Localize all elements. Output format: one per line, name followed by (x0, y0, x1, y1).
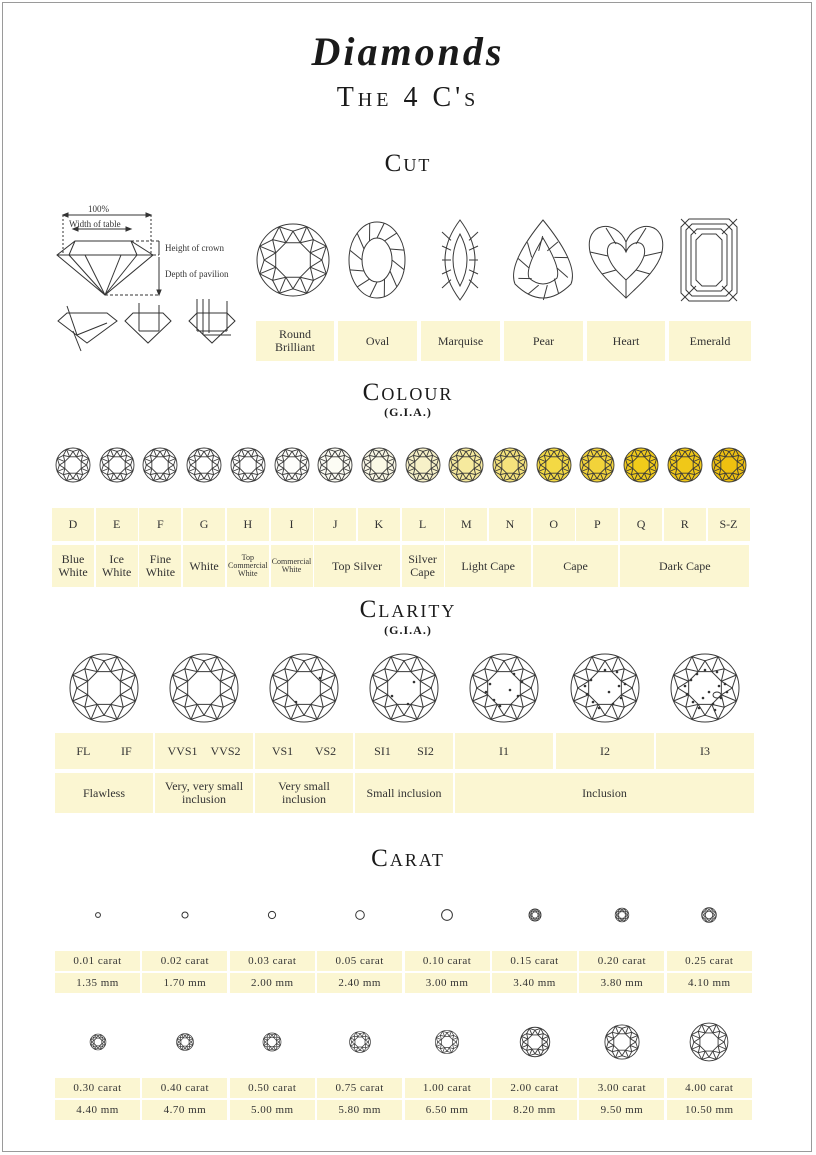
clarity-grade-label: VVS2 (210, 743, 241, 758)
page-subtitle: The 4 C's (336, 82, 480, 113)
clarity-grade-label: VS2 (314, 743, 337, 758)
shape-heart-icon (581, 210, 671, 310)
colour-grade-g: G (183, 508, 225, 541)
carat-weight-0-15-carat: 0.15 carat (492, 951, 577, 971)
colour-grade-k: K (358, 508, 400, 541)
carat-stone-0-05-carat (338, 893, 382, 937)
label-width-of-table: Width of table (69, 219, 121, 229)
clarity-stone-si1 (366, 650, 442, 726)
carat-diameter-4-10-mm: 4.10 mm (667, 973, 752, 993)
clarity-grade-label: I2 (600, 743, 610, 758)
carat-weight-0-20-carat: 0.20 carat (579, 951, 664, 971)
clarity-grade-vs1 (255, 733, 353, 769)
colour-grade-f: F (139, 508, 181, 541)
colour-desc-light-cape: Light Cape (445, 545, 531, 587)
colour-desc-top-silver: Top Silver (314, 545, 400, 587)
cut-label-line1: Emerald (689, 333, 731, 348)
colour-stone-f (140, 445, 180, 485)
clarity-stone-i2 (567, 650, 643, 726)
clarity-grade-label: SI2 (417, 743, 434, 758)
colour-grade-q: Q (620, 508, 662, 541)
carat-diameter-5-80-mm: 5.80 mm (317, 1100, 402, 1120)
colour-stone-g (184, 445, 224, 485)
carat-diameter-3-80-mm: 3.80 mm (579, 973, 664, 993)
colour-stone-e (97, 445, 137, 485)
clarity-desc-very-very-small-inclusion: Very, very small inclusion (155, 773, 253, 813)
carat-stone-1-00-carat (425, 1020, 469, 1064)
carat-diameter-4-40-mm: 4.40 mm (55, 1100, 140, 1120)
colour-stone-i (272, 445, 312, 485)
cut-label-line1: Round (278, 327, 311, 341)
carat-diameter-2-40-mm: 2.40 mm (317, 973, 402, 993)
carat-diameter-1-35-mm: 1.35 mm (55, 973, 140, 993)
colour-desc-cape: Cape (533, 545, 619, 587)
shape-marquise-icon (415, 210, 505, 310)
shape-oval-icon (332, 210, 422, 310)
clarity-grade-i2 (556, 733, 654, 769)
cut-label-line1: Marquise (437, 333, 484, 348)
carat-weight-4-00-carat: 4.00 carat (667, 1078, 752, 1098)
clarity-grade-fl (55, 733, 153, 769)
carat-stone-0-25-carat (687, 893, 731, 937)
clarity-grade-i3 (656, 733, 754, 769)
colour-grade-e: E (96, 508, 138, 541)
clarity-grade-label: I3 (700, 743, 710, 758)
colour-desc-blue-white: Blue White (52, 545, 94, 587)
colour-stone-h (228, 445, 268, 485)
carat-stone-0-03-carat (250, 893, 294, 937)
colour-grade-j: J (314, 508, 356, 541)
carat-stone-0-01-carat (76, 893, 120, 937)
clarity-stone-fl (66, 650, 142, 726)
colour-grade-d: D (52, 508, 94, 541)
clarity-desc-flawless: Flawless (55, 773, 153, 813)
carat-diameter-2-00-mm: 2.00 mm (230, 973, 315, 993)
colour-grade-o: O (533, 508, 575, 541)
carat-weight-0-02-carat: 0.02 carat (142, 951, 227, 971)
clarity-grade-label: IF (121, 743, 132, 758)
clarity-grade-label: VVS1 (167, 743, 198, 758)
clarity-grade-i1 (455, 733, 553, 769)
carat-diameter-6-50-mm: 6.50 mm (405, 1100, 490, 1120)
clarity-grade-label: VS1 (271, 743, 294, 758)
label-100-percent: 100% (88, 204, 109, 214)
carat-stone-0-20-carat (600, 893, 644, 937)
carat-stone-0-15-carat (513, 893, 557, 937)
carat-weight-0-05-carat: 0.05 carat (317, 951, 402, 971)
clarity-desc-very-small-inclusion: Very small inclusion (255, 773, 353, 813)
shape-emerald-icon (664, 210, 754, 310)
colour-stone-m (446, 445, 486, 485)
colour-heading: Colour (362, 379, 454, 406)
clarity-stone-vs1 (266, 650, 342, 726)
carat-diameter-1-70-mm: 1.70 mm (142, 973, 227, 993)
colour-grade-m: M (445, 508, 487, 541)
colour-stone-n (490, 445, 530, 485)
clarity-stone-vvs1 (166, 650, 242, 726)
carat-weight-0-01-carat: 0.01 carat (55, 951, 140, 971)
colour-desc-commercial-white: Commercial White (271, 545, 313, 587)
colour-desc-silver-cape: Silver Cape (402, 545, 444, 587)
colour-stone-o (534, 445, 574, 485)
carat-weight-0-30-carat: 0.30 carat (55, 1078, 140, 1098)
carat-diameter-9-50-mm: 9.50 mm (579, 1100, 664, 1120)
colour-grade-p: P (576, 508, 618, 541)
cut-label-marquise (421, 321, 500, 361)
carat-stone-0-10-carat (425, 893, 469, 937)
page-title: Diamonds (311, 29, 505, 74)
cut-heading: Cut (384, 150, 432, 177)
label-height-of-crown: Height of crown (165, 243, 224, 253)
carat-stone-0-50-carat (250, 1020, 294, 1064)
clarity-desc-small-inclusion: Small inclusion (355, 773, 453, 813)
colour-stone-s-z (709, 445, 749, 485)
colour-stone-d (53, 445, 93, 485)
clarity-grade-label: SI1 (374, 743, 391, 758)
clarity-desc-inclusion: Inclusion (455, 773, 754, 813)
colour-grade-i: I (271, 508, 313, 541)
cut-label-line2: Brilliant (275, 340, 315, 354)
colour-grade-r: R (664, 508, 706, 541)
colour-grade-n: N (489, 508, 531, 541)
shape-round-brilliant-icon (248, 210, 338, 310)
cut-label-line1: Pear (532, 333, 555, 348)
carat-weight-0-25-carat: 0.25 carat (667, 951, 752, 971)
carat-weight-0-75-carat: 0.75 carat (317, 1078, 402, 1098)
colour-desc-ice-white: Ice White (96, 545, 138, 587)
carat-weight-0-03-carat: 0.03 carat (230, 951, 315, 971)
colour-grade-s-z: S-Z (708, 508, 750, 541)
carat-weight-2-00-carat: 2.00 carat (492, 1078, 577, 1098)
clarity-stone-i1 (466, 650, 542, 726)
colour-desc-dark-cape: Dark Cape (620, 545, 749, 587)
cut-label-oval (338, 321, 417, 361)
colour-stone-q (621, 445, 661, 485)
proportion-diagram (55, 203, 255, 353)
carat-diameter-3-40-mm: 3.40 mm (492, 973, 577, 993)
carat-diameter-5-00-mm: 5.00 mm (230, 1100, 315, 1120)
clarity-grade-si1 (355, 733, 453, 769)
carat-weight-0-10-carat: 0.10 carat (405, 951, 490, 971)
carat-stone-4-00-carat (687, 1020, 731, 1064)
carat-weight-0-50-carat: 0.50 carat (230, 1078, 315, 1098)
carat-stone-0-75-carat (338, 1020, 382, 1064)
carat-diameter-4-70-mm: 4.70 mm (142, 1100, 227, 1120)
clarity-grade-label: I1 (499, 743, 509, 758)
carat-diameter-3-00-mm: 3.00 mm (405, 973, 490, 993)
colour-stone-k (359, 445, 399, 485)
carat-weight-1-00-carat: 1.00 carat (405, 1078, 490, 1098)
colour-stone-j (315, 445, 355, 485)
label-depth-of-pavilion: Depth of pavilion (165, 269, 229, 279)
carat-diameter-10-50-mm: 10.50 mm (667, 1100, 752, 1120)
carat-weight-3-00-carat: 3.00 carat (579, 1078, 664, 1098)
colour-stone-l (403, 445, 443, 485)
colour-desc-white: White (183, 545, 225, 587)
carat-stone-0-02-carat (163, 893, 207, 937)
clarity-heading: Clarity (359, 596, 457, 623)
carat-weight-0-40-carat: 0.40 carat (142, 1078, 227, 1098)
colour-desc-fine-white: Fine White (139, 545, 181, 587)
carat-stone-2-00-carat (513, 1020, 557, 1064)
carat-stone-0-40-carat (163, 1020, 207, 1064)
cut-label-emerald (669, 321, 751, 361)
shape-pear-icon (498, 210, 588, 310)
cut-label-line1: Oval (365, 333, 390, 348)
colour-desc-top-commercial-white: Top Commercial White (227, 545, 269, 587)
colour-stone-p (577, 445, 617, 485)
carat-heading: Carat (371, 845, 445, 872)
cut-label-heart (587, 321, 665, 361)
colour-grade-l: L (402, 508, 444, 541)
carat-stone-3-00-carat (600, 1020, 644, 1064)
carat-stone-0-30-carat (76, 1020, 120, 1064)
carat-diameter-8-20-mm: 8.20 mm (492, 1100, 577, 1120)
colour-stone-r (665, 445, 705, 485)
clarity-scale: (G.I.A.) (384, 623, 432, 637)
clarity-grade-vvs1 (155, 733, 253, 769)
colour-grade-h: H (227, 508, 269, 541)
cut-label-pear (504, 321, 583, 361)
clarity-grade-label: FL (76, 743, 91, 758)
cut-label-line1: Heart (612, 333, 640, 348)
clarity-stone-i3 (667, 650, 743, 726)
colour-scale: (G.I.A.) (384, 405, 432, 419)
cut-label-round-brilliant (256, 321, 334, 361)
